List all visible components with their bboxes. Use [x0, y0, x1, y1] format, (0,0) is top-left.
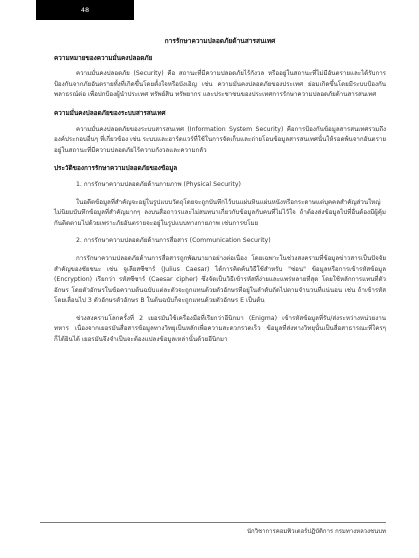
subsection-title-physical-security: 1. การรักษาความปลอดภัยด้านกายภาพ (Physical Security)	[76, 180, 241, 188]
page-number-tab	[36, 0, 134, 20]
paragraph-enigma: ช่วงสงครามโลกครั้งที่ 2 เยอรมันใช้เครื่องมือที่เรียกว่าอีนิกมา (Enigma) เข้ารหัสข้อมูลที่รับ/ส่งระหว่างหน่วยงานทหาร เนื่องจากเยอรมันสื่อสารข้อมูลทางวิทยุเป็นหลักเพื่อความสะดวกรวดเร็ว ข้อมูลที่ส่งทางวิทยุนั้นเป็นสื่อสาธารณะที่ใครๆ ก็ได้ยินได้ เยอรมันจึงจำเป็นจะต้องแปลงข้อมูลเหล่านั้นด้วยอีนิกมา	[54, 314, 386, 344]
footer-text: นักวิชาการคอมพิวเตอร์ปฏิบัติการ กรมทางหลวงชนบท	[246, 528, 386, 535]
subsection-title-communication-security: 2. การรักษาความปลอดภัยด้านการสื่อสาร (Communication Security)	[76, 237, 271, 245]
page-number: 48	[80, 6, 90, 14]
section-heading-security-meaning: ความหมายของความมั่นคงปลอดภัย	[54, 53, 153, 62]
document-body	[54, 36, 386, 353]
paragraph-physical-security: ในอดีตข้อมูลที่สำคัญจะอยู่ในรูปแบบวัตถุโดยจะถูกบันทึกไว้บนแผ่นหินแผ่นหนังหรือกระดาษแต่บุคคลสำคัญส่วนใหญ่ไม่นิยมบันทึกข้อมูลที่สำคัญมากๆ ลงบนสื่อถาวรและไม่สนทนาเกี่ยวกับข้อมูลกับคนที่ไม่ไว้ใจ ถ้าต้องส่งข้อมูลไปที่อื่นต้องมีผู้คุ้มกันติดตามไปด้วยเพราะภัยอันตรายจะอยู่ในรูปแบบทางกายภาพ เช่นการขโมย	[54, 198, 386, 227]
paragraph-communication-security: การรักษาความปลอดภัยด้านการสื่อสารถูกพัฒนามาอย่างต่อเนื่อง โดยเฉพาะในช่วงสงครามที่ข้อมูลข่าวสารเป็นปัจจัยสำคัญของชัยชนะ เช่น จูเลียสซีซาร์ (Julius Caesar) ได้การคิดค้นวิธีใช้สำหรับ "ซ่อน" ข้อมูลหรือการเข้ารหัสข้อมูล (Encryption) เรียกว่า รหัสซีซาร์ (Caesar cipher) ซึ่งจัดเป็นวิธีเข้ารหัสที่ง่ายและแพร่หลายที่สุด โดยใช้หลักการแทนที่ตัวอักษร โดยตัวอักษรในข้อความต้นฉบับแต่ละตัวจะถูกแทนด้วยตัวอักษรที่อยู่ในลำดับถัดไปตามจำนวนที่แน่นอน เช่น ถ้าเข้ารหัสโดยเลื่อนไป 3 ตัวอักษรตัวอักษร B ในต้นฉบับก็จะถูกแทนด้วยตัวอักษร E เป็นต้น	[54, 254, 386, 305]
paragraph-information-system-security: ความมั่นคงปลอดภัยของระบบสารสนเทศ (Information System Security) คือการป้องกันข้อมูลสารสนเทศรวมถึงองค์ประกอบอื่นๆ ที่เกี่ยวข้อง เช่น ระบบและฮาร์ดแวร์ที่ใช้ในการจัดเก็บและถ่ายโอนข้อมูลสารสนเทศนั้นให้รอดพ้นจากอันตรายอยู่ในสถานะที่มีความปลอดภัยไร้ความกังวลและความกลัว	[54, 125, 386, 154]
footer-divider	[40, 522, 386, 523]
paragraph-security-meaning: ความมั่นคงปลอดภัย (Security) คือ สถานะที่มีความปลอดภัยไร้กังวล หรืออยู่ในสถานะที่ไม่มีอันตรายและได้รับการป้องกันจากภัยอันตรายทั้งที่เกิดขึ้นโดยตั้งใจหรือบังเอิญ เช่น ความมั่นคงปลอดภัยของประเทศ ย่อมเกิดขึ้นโดยมีระบบป้องกันพลาธรณ์ต่อ เพื่อปกป้องผู้นำประเทศ ทรัพย์สิน ทรัพยากร และประชาชนของประเทศการรักษาความปลอดภัยด้านสารสนเทศ	[54, 70, 386, 99]
section-heading-information-system-security: ความมั่นคงปลอดภัยของระบบสารสนเทศ	[54, 108, 166, 117]
document-title: การรักษาความปลอดภัยด้านสารสนเทศ	[164, 37, 276, 45]
section-heading-history: ประวัติของการรักษาความปลอดภัยของข้อมูล	[54, 164, 178, 173]
